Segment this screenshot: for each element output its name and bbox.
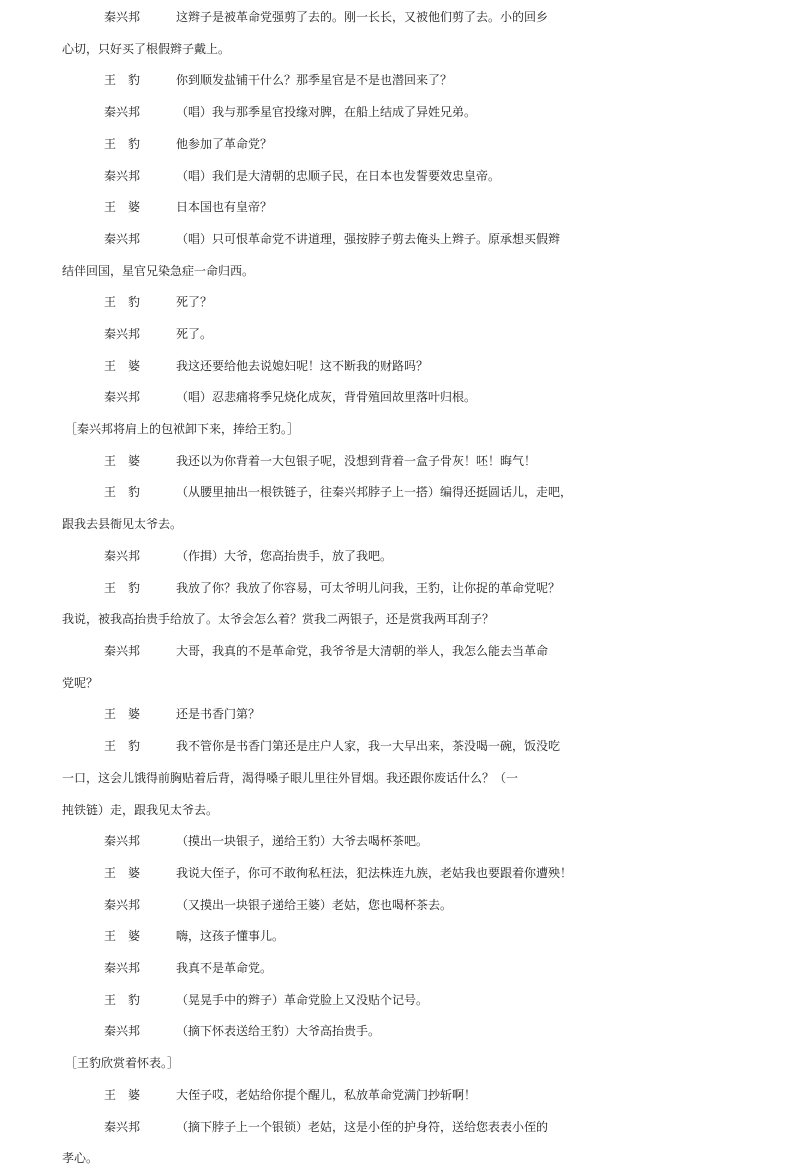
- speaker-name: 王 豹: [104, 739, 141, 753]
- dialogue-text-cont: 心切，只好买了根假辫子戴上。: [62, 42, 231, 56]
- dialogue-text-cont: 跟我去县衙见太爷去。: [62, 517, 183, 531]
- dialogue-text-cont: 我说，被我高抬贵手给放了。太爷会怎么着？赏我二两银子，还是赏我两耳刮子？: [62, 612, 495, 626]
- dialogue-text: （从腰里抽出一根铁链子，往秦兴邦脖子上一搭）编得还挺圆话儿，走吧，: [176, 485, 573, 499]
- stage-direction-text: ［王豹欣赏着怀表。］: [65, 1056, 180, 1070]
- dialogue-text: 他参加了革命党？: [176, 137, 273, 151]
- dialogue-text: 这辫子是被革命党强剪了去的。刚一长长，又被他们剪了去。小的回乡: [176, 10, 549, 24]
- dialogue-text: 死了。: [176, 327, 213, 341]
- dialogue-text-cont: 扽铁链）走，跟我见太爷去。: [62, 803, 219, 817]
- dialogue-text: （摘下怀表送给王豹）大爷高抬贵手。: [176, 1024, 381, 1038]
- speaker-name: 王 婆: [104, 929, 141, 943]
- speaker-name: 秦兴邦: [104, 327, 141, 341]
- dialogue-text: 死了？: [176, 295, 213, 309]
- dialogue-text: 你到顺发盐铺干什么？那季星官是不是也潜回来了？: [176, 73, 453, 87]
- dialogue-text: （摘下脖子上一个银锁）老姑，这是小侄的护身符，送给您表表小侄的: [176, 1120, 549, 1134]
- speaker-name: 王 婆: [104, 707, 141, 721]
- speaker-name: 秦兴邦: [104, 10, 141, 24]
- speaker-name: 秦兴邦: [104, 390, 141, 404]
- dialogue-text: 还是书香门第？: [176, 707, 261, 721]
- dialogue-text: 日本国也有皇帝？: [176, 200, 273, 214]
- speaker-name: 秦兴邦: [104, 644, 141, 658]
- speaker-name: 王 豹: [104, 295, 141, 309]
- stage-direction-text: ［秦兴邦将肩上的包袱卸下来，捧给王豹。］: [65, 422, 300, 436]
- dialogue-text: （唱）忍悲痛将季兄烧化成灰，背骨殖回故里落叶归根。: [176, 390, 477, 404]
- speaker-name: 秦兴邦: [104, 105, 141, 119]
- dialogue-text: （唱）我们是大清朝的忠顺子民，在日本也发誓要效忠皇帝。: [176, 169, 501, 183]
- speaker-name: 秦兴邦: [104, 1120, 141, 1134]
- speaker-name: 秦兴邦: [104, 232, 141, 246]
- dialogue-text: 我这还要给他去说媳妇呢！这不断我的财路吗？: [176, 359, 429, 373]
- dialogue-text: （晃晃手中的辫子）革命党脸上又没贴个记号。: [176, 993, 429, 1007]
- speaker-name: 王 婆: [104, 866, 141, 880]
- dialogue-text: （摸出一块银子，递给王豹）大爷去喝杯茶吧。: [176, 834, 429, 848]
- dialogue-text: （又摸出一块银子递给王婆）老姑，您也喝杯茶去。: [176, 898, 453, 912]
- speaker-name: 秦兴邦: [104, 961, 141, 975]
- dialogue-text: 大哥，我真的不是革命党，我爷爷是大清朝的举人，我怎么能去当革命: [176, 644, 549, 658]
- dialogue-text-cont: 结伴回国，星官兄染急症一命归西。: [62, 264, 255, 278]
- dialogue-text: （唱）只可恨革命党不讲道理，强按脖子剪去俺头上辫子。原承想买假辫: [176, 232, 561, 246]
- speaker-name: 王 豹: [104, 137, 141, 151]
- speaker-name: 秦兴邦: [104, 834, 141, 848]
- speaker-name: 王 豹: [104, 73, 141, 87]
- dialogue-text: 大侄子哎，老姑给你提个醒儿，私放革命党满门抄斩啊！: [176, 1088, 477, 1102]
- dialogue-text: 我还以为你背着一大包银子呢，没想到背着一盒子骨灰！呸！晦气！: [176, 454, 537, 468]
- dialogue-text: （作揖）大爷，您高抬贵手，放了我吧。: [176, 549, 393, 563]
- dialogue-text-cont: 一口，这会儿饿得前胸贴着后背，渴得嗓子眼儿里往外冒烟。我还跟你废话什么？（一: [62, 771, 519, 785]
- speaker-name: 王 婆: [104, 200, 141, 214]
- speaker-name: 秦兴邦: [104, 549, 141, 563]
- dialogue-text: 我不管你是书香门第还是庄户人家，我一大早出来，茶没喝一碗，饭没吃: [176, 739, 561, 753]
- dialogue-text-cont: 党呢？: [62, 676, 99, 690]
- speaker-name: 王 豹: [104, 993, 141, 1007]
- dialogue-text: 我说大侄子，你可不敢徇私枉法，犯法株连九族，老姑我也要跟着你遭殃！: [176, 866, 573, 880]
- speaker-name: 王 豹: [104, 581, 141, 595]
- dialogue-text: 嗨，这孩子懂事儿。: [176, 929, 285, 943]
- dialogue-text: （唱）我与那季星官投缘对脾，在船上结成了异姓兄弟。: [176, 105, 477, 119]
- speaker-name: 王 豹: [104, 485, 141, 499]
- dialogue-text: 我放了你？我放了你容易，可太爷明儿问我，王豹，让你捉的革命党呢？: [176, 581, 561, 595]
- speaker-name: 秦兴邦: [104, 169, 141, 183]
- dialogue-text: 我真不是革命党。: [176, 961, 273, 975]
- speaker-name: 秦兴邦: [104, 898, 141, 912]
- speaker-name: 王 婆: [104, 454, 141, 468]
- speaker-name: 秦兴邦: [104, 1024, 141, 1038]
- speaker-name: 王 婆: [104, 1088, 141, 1102]
- dialogue-text-cont: 孝心。: [62, 1151, 99, 1165]
- speaker-name: 王 婆: [104, 359, 141, 373]
